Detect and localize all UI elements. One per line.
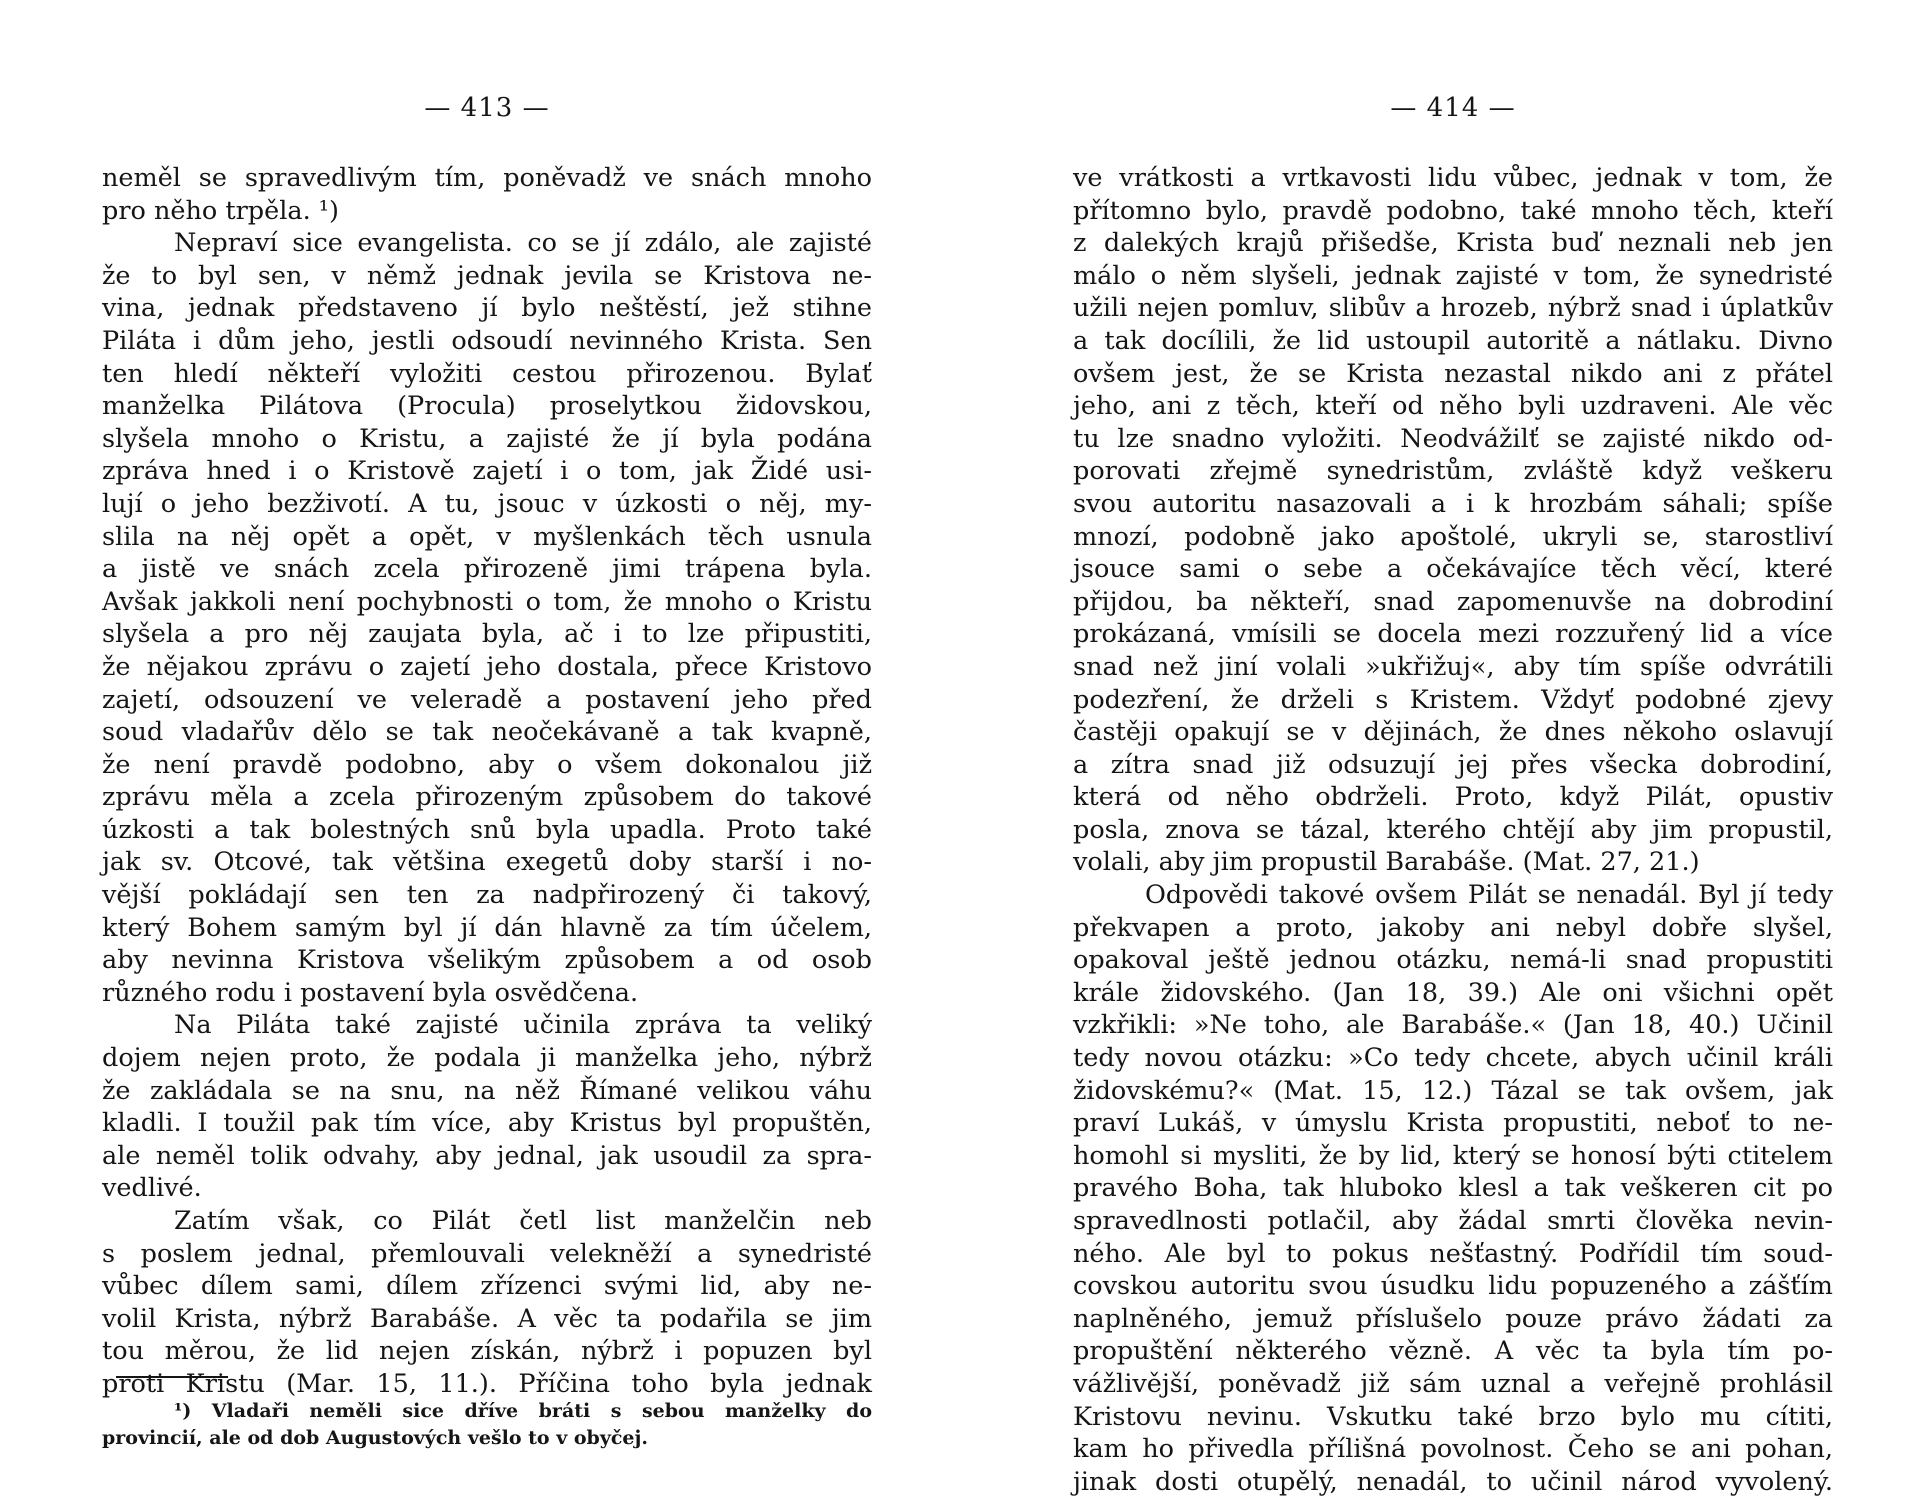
text-line: kam ho přivedla přílišná povolnost. Čeho se ani pohan, — [1073, 1434, 1833, 1465]
text-line: Odpovědi takové ovšem Pilát se nenadál. Byl jí tedy — [1145, 880, 1833, 911]
text-line: manželka Pilátova (Procula) proselytkou židovskou, — [102, 391, 872, 422]
right-page — [1073, 0, 1833, 1500]
text-line: a zítra snad již odsuzují jej přes všecka dobrodiní, — [1073, 749, 1833, 780]
text-line: snad než jiní volali »ukřižuj«, aby tím spíše odvrátili — [1073, 651, 1833, 682]
text-line: ného. Ale byl to pokus nešťastný. Podřídil tím soud- — [1073, 1238, 1833, 1269]
text-line: častěji opakují se v dějinách, že dnes někoho oslavují — [1073, 717, 1833, 748]
text-line: ale neměl tolik odvahy, aby jednal, jak usoudil za spra- — [102, 1140, 872, 1171]
page-text — [102, 162, 872, 1401]
text-line: covskou autoritu svou úsudku lidu popuzeného a zášťím — [1073, 1271, 1833, 1302]
text-line: podezření, že drželi s Kristem. Vždyť podobné zjevy — [1073, 684, 1833, 715]
text-line: aby nevinna Kristova všelikým způsobem a od osob — [102, 945, 872, 976]
text-line: jak sv. Otcové, tak většina exegetů doby starší i no- — [102, 847, 872, 878]
text-line: svou autoritu nasazovali a i k hrozbám sáhali; spíše — [1073, 488, 1833, 519]
text-line: Avšak jakkoli není pochybnosti o tom, že mnoho o Kristu — [102, 586, 872, 617]
text-line: s poslem jednal, přemlouvali velekněží a synedristé — [102, 1238, 872, 1269]
text-line: krále židovského. (Jan 18, 39.) Ale oni všichni opět — [1073, 977, 1833, 1008]
text-line: tu lze snadno vyložiti. Neodvážilť se zajisté nikdo od- — [1073, 423, 1833, 454]
text-line: židovskému?« (Mat. 15, 12.) Tázal se tak ovšem, jak — [1073, 1075, 1833, 1106]
text-line: že to byl sen, v němž jednak jevila se Kristova ne- — [102, 260, 872, 291]
text-line: Kristovu nevinu. Vskutku také brzo bylo mu cítiti, — [1073, 1401, 1833, 1432]
text-line: úzkosti a tak bolestných snů byla upadla. Proto také — [102, 814, 872, 845]
text-line: kladli. I toužil pak tím více, aby Kristus byl propuštěn, — [102, 1108, 872, 1139]
text-line: homohl si mysliti, že by lid, který se honosí býti ctitelem — [1073, 1140, 1833, 1171]
text-line: která od něho obdrželi. Proto, když Pilát, opustiv — [1073, 782, 1833, 813]
text-line: posla, znova se tázal, kterého chtějí aby jim propustil, — [1073, 814, 1833, 845]
text-line: Na Piláta také zajisté učinila zpráva ta veliký — [174, 1010, 872, 1041]
text-line: dojem nejen proto, že podala ji manželka jeho, nýbrž — [102, 1043, 872, 1074]
text-line: vější pokládají sen ten za nadpřirozený či takový, — [102, 880, 872, 911]
text-line: zprávu měla a zcela přirozeným způsobem do takové — [102, 782, 872, 813]
text-line: a jistě ve snách zcela přirozeně jimi trápena byla. — [102, 554, 872, 585]
text-line: tedy novou otázku: »Co tedy chcete, abych učinil králi — [1073, 1043, 1833, 1074]
text-line: Nepraví sice evangelista. co se jí zdálo, ale zajisté — [174, 228, 872, 259]
text-line: zpráva hned i o Kristově zajetí i o tom, jak Židé usi- — [102, 456, 872, 487]
text-line: zajetí, odsouzení ve veleradě a postavení jeho před — [102, 684, 872, 715]
text-line: z dalekých krajů přišedše, Krista buď neznali neb jen — [1073, 228, 1833, 259]
text-line: volil Krista, nýbrž Barabáše. A věc ta podařila se jim — [102, 1303, 872, 1334]
text-line: vedlivé. — [102, 1173, 202, 1204]
footnote-rule — [116, 1376, 228, 1378]
text-line: volali, aby jim propustil Barabáše. (Mat. 27, 21.) — [1073, 847, 1700, 878]
text-line: tou měrou, že lid nejen získán, nýbrž i popuzen byl — [102, 1336, 872, 1367]
text-line: propuštění některého vězně. A věc ta byla tím po- — [1073, 1336, 1833, 1367]
text-line: pravého Boha, tak hluboko klesl a tak veškeren cit po — [1073, 1173, 1833, 1204]
text-line: přítomno bylo, pravdě podobno, také mnoho těch, kteří — [1073, 195, 1833, 226]
text-line: opakoval ještě jednou otázku, nemá-li snad propustiti — [1073, 945, 1833, 976]
footnote-line: provincií, ale od dob Augustových vešlo to v obyčej. — [102, 1427, 649, 1449]
text-line: vůbec dílem sami, dílem zřízenci svými lid, aby ne- — [102, 1271, 872, 1302]
page-number: — 414 — — [1390, 93, 1516, 123]
text-line: přijdou, ba někteří, snad zapomenuvše na dobrodiní — [1073, 586, 1833, 617]
text-line: vzkřikli: »Ne toho, ale Barabáše.« (Jan 18, 40.) Učinil — [1073, 1010, 1833, 1041]
text-line: že nějakou zprávu o zajetí jeho dostala, přece Kristovo — [102, 651, 872, 682]
text-line: slila na něj opět a opět, v myšlenkách těch usnula — [102, 521, 872, 552]
text-line: ve vrátkosti a vrtkavosti lidu vůbec, jednak v tom, že — [1073, 163, 1833, 193]
text-line: užili nejen pomluv, slibův a hrozeb, nýbrž snad i úplatkův — [1073, 293, 1833, 324]
text-line: praví Lukáš, v úmyslu Krista propustiti, neboť to ne- — [1073, 1108, 1833, 1139]
text-line: proti Kristu (Mar. 15, 11.). Příčina toho byla jednak — [102, 1368, 872, 1399]
left-page — [102, 0, 872, 1500]
page-text — [1073, 162, 1833, 1498]
text-line: málo o něm slyšeli, jednak zajisté v tom, že synedristé — [1073, 260, 1833, 291]
text-line: že zakládala se na snu, na něž Římané velikou váhu — [102, 1075, 872, 1106]
text-line: různého rodu i postavení byla osvědčena. — [102, 977, 639, 1008]
text-line: vážlivější, poněvadž již sám uznal a veřejně prohlásil — [1073, 1368, 1833, 1399]
footnote-line: ¹) Vladaři neměli sice dříve bráti s sebou manželky do — [174, 1400, 872, 1422]
text-line: ovšem jest, že se Krista nezastal nikdo ani z přátel — [1073, 358, 1833, 389]
text-line: jeho, ani z těch, kteří od něho byli uzdraveni. Ale věc — [1073, 391, 1833, 422]
text-line: lují o jeho bezživotí. A tu, jsouc v úzkosti o něj, my- — [102, 488, 872, 519]
text-line: slyšela a pro něj zaujata byla, ač i to lze připustiti, — [102, 619, 872, 650]
text-line: porovati zřejmě synedristům, zvláště když veškeru — [1073, 456, 1833, 487]
text-line: který Bohem samým byl jí dán hlavně za tím účelem, — [102, 912, 872, 943]
text-line: Piláta i dům jeho, jestli odsoudí nevinného Krista. Sen — [102, 325, 872, 356]
text-line: mnozí, podobně jako apoštolé, ukryli se, starostliví — [1073, 521, 1833, 552]
text-line: a tak docílili, že lid ustoupil autoritě a nátlaku. Divno — [1073, 325, 1833, 356]
text-line: vina, jednak představeno jí bylo neštěstí, jež stihne — [102, 293, 872, 324]
text-line: slyšela mnoho o Kristu, a zajisté že jí byla podána — [102, 423, 872, 454]
text-line: ten hledí někteří vyložiti cestou přirozenou. Bylať — [102, 358, 872, 389]
text-line: že není pravdě podobno, aby o všem dokonalou již — [102, 749, 872, 780]
text-line: jinak dosti otupělý, nenadál, to učinil národ vyvolený. — [1073, 1466, 1833, 1497]
text-line: překvapen a proto, jakoby ani nebyl dobře slyšel, — [1073, 912, 1833, 943]
text-line: naplněného, jemuž příslušelo pouze právo žádati za — [1073, 1303, 1833, 1334]
text-line: spravedlnosti potlačil, aby žádal smrti člověka nevin- — [1073, 1206, 1833, 1236]
text-line: Zatím však, co Pilát četl list manželčin neb — [174, 1206, 872, 1236]
text-line: pro něho trpěla. ¹) — [102, 195, 339, 226]
text-line: prokázaná, vmísili se docela mezi rozzuřený lid a více — [1073, 619, 1833, 650]
page-number: — 413 — — [424, 93, 550, 123]
text-line: soud vladařův dělo se tak neočekávaně a tak kvapně, — [102, 717, 872, 748]
text-line: jsouce sami o sebe a očekávajíce těch věcí, které — [1073, 554, 1833, 585]
text-line: neměl se spravedlivým tím, poněvadž ve snách mnoho — [102, 163, 872, 193]
footnotes — [102, 1398, 872, 1452]
